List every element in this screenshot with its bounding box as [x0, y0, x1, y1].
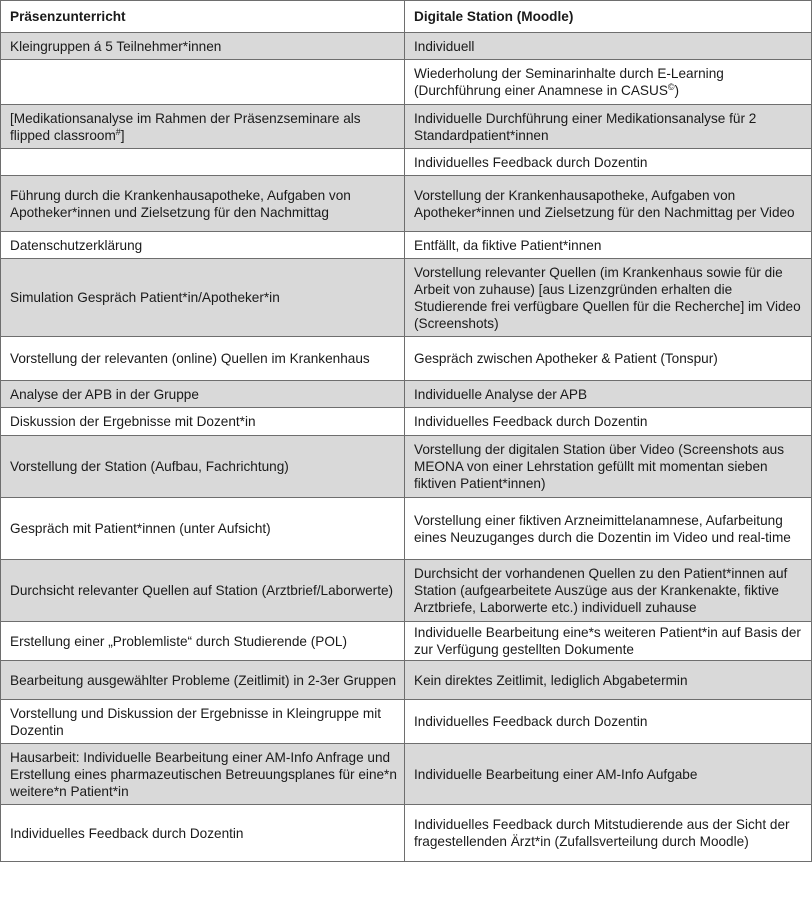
cell-praesenz-text: Bearbeitung ausgewählter Probleme (Zeitlimit) in 2-3er Gruppen — [10, 672, 397, 688]
table-row — [1, 232, 812, 259]
table-header — [1, 1, 812, 33]
cell-praesenz — [1, 661, 405, 700]
cell-praesenz-text: Vorstellung und Diskussion der Ergebnisse in Kleingruppe mit Dozentin — [10, 705, 382, 738]
table-row — [1, 560, 812, 622]
cell-digital-text: Gespräch zwischen Apotheker & Patient (Tonspur) — [414, 351, 718, 366]
cell-praesenz-text: Diskussion der Ergebnisse mit Dozent*in — [10, 414, 256, 429]
cell-digital-text: Individuelle Durchführung einer Medikationsanalyse für 2 Standardpatient*innen — [414, 110, 757, 143]
cell-praesenz-text: Kleingruppen á 5 Teilnehmer*innen — [10, 38, 222, 54]
cell-digital-text: Vorstellung der digitalen Station über Video (Screenshots aus MEONA von einer Lehrstation gefüllt mit momentan sieben fiktiven Patient*innen) — [414, 442, 785, 491]
cell-digital — [405, 498, 812, 560]
cell-praesenz-text: Simulation Gespräch Patient*in/Apotheker*in — [10, 290, 280, 305]
header-digitale-station: Digitale Station (Moodle) — [405, 1, 812, 33]
cell-praesenz-text: Datenschutzerklärung — [10, 237, 143, 253]
table-body — [1, 33, 812, 862]
cell-praesenz — [1, 408, 405, 436]
cell-digital — [405, 560, 812, 622]
table-row — [1, 661, 812, 700]
cell-digital — [405, 337, 812, 381]
cell-digital — [405, 259, 812, 337]
cell-praesenz — [1, 744, 405, 805]
cell-digital — [405, 661, 812, 700]
cell-digital-text: Individuell — [414, 38, 475, 54]
cell-praesenz — [1, 105, 405, 149]
cell-digital-text: Individuelle Bearbeitung eine*s weiteren Patient*in auf Basis der zur Verfügung gestellten Dokumente — [414, 625, 801, 657]
cell-digital-text: Individuelles Feedback durch Dozentin — [414, 414, 648, 429]
cell-digital-text: Individuelles Feedback durch Dozentin — [414, 714, 648, 729]
cell-praesenz — [1, 259, 405, 337]
cell-praesenz — [1, 33, 405, 60]
table-row — [1, 436, 812, 498]
cell-digital-text: Vorstellung der Krankenhausapotheke, Aufgaben von Apotheker*innen und Zielsetzung für den Nachmittag per Video — [414, 187, 795, 220]
table-row — [1, 381, 812, 408]
cell-digital — [405, 700, 812, 744]
header-praesenzunterricht: Präsenzunterricht — [1, 1, 405, 33]
cell-praesenz — [1, 700, 405, 744]
cell-praesenz-text: Analyse der APB in der Gruppe — [10, 386, 199, 402]
header-row — [1, 1, 812, 33]
cell-praesenz-text: Vorstellung der Station (Aufbau, Fachrichtung) — [10, 459, 289, 474]
cell-praesenz — [1, 381, 405, 408]
cell-digital — [405, 176, 812, 232]
cell-praesenz — [1, 622, 405, 661]
cell-praesenz-text: Individuelles Feedback durch Dozentin — [10, 825, 244, 841]
cell-digital — [405, 622, 812, 661]
cell-praesenz-text: Führung durch die Krankenhausapotheke, Aufgaben von Apotheker*innen und Zielsetzung für den Nachmittag — [10, 187, 351, 220]
cell-digital-text: Individuelle Analyse der APB — [414, 386, 588, 402]
table-row — [1, 337, 812, 381]
cell-praesenz-text: [Medikationsanalyse im Rahmen der Präsenzseminare als flipped classroom — [10, 110, 361, 143]
cell-praesenz — [1, 805, 405, 862]
cell-praesenz — [1, 60, 405, 105]
table-row — [1, 408, 812, 436]
cell-digital-superscript: © — [667, 82, 675, 92]
cell-praesenz — [1, 498, 405, 560]
cell-digital-text: Wiederholung der Seminarinhalte durch E-Learning (Durchführung einer Anamnese in CASUS — [414, 66, 724, 98]
cell-digital-suffix: ) — [674, 83, 680, 98]
cell-digital-text: Vorstellung relevanter Quellen (im Krankenhaus sowie für die Arbeit von zuhause) [aus Lizenzgründen erhalten die Studierende frei verfügbare Quellen für die Recherche] im Video (Screenshots) — [414, 264, 801, 331]
cell-praesenz-text: Gespräch mit Patient*innen (unter Aufsicht) — [10, 521, 271, 536]
cell-praesenz — [1, 337, 405, 381]
cell-praesenz-superscript: # — [115, 126, 121, 137]
cell-digital-text: Entfällt, da fiktive Patient*innen — [414, 237, 602, 253]
cell-digital — [405, 232, 812, 259]
cell-praesenz — [1, 560, 405, 622]
cell-digital — [405, 60, 812, 105]
cell-praesenz-suffix: ] — [120, 127, 125, 143]
cell-digital-text: Kein direktes Zeitlimit, lediglich Abgabetermin — [414, 672, 688, 688]
cell-digital-text: Individuelle Bearbeitung einer AM-Info Aufgabe — [414, 766, 698, 782]
cell-digital — [405, 149, 812, 176]
table-row — [1, 105, 812, 149]
cell-digital-text: Durchsicht der vorhandenen Quellen zu den Patient*innen auf Station (aufgearbeitete Auszüge aus der Krankenakte, fiktive Arztbriefe, Laborwerte etc.) individuell zuhause — [414, 566, 788, 615]
table-row — [1, 498, 812, 560]
table-row — [1, 60, 812, 105]
table-row — [1, 259, 812, 337]
cell-digital — [405, 408, 812, 436]
table-row — [1, 700, 812, 744]
cell-praesenz — [1, 232, 405, 259]
cell-praesenz-text: Vorstellung der relevanten (online) Quellen im Krankenhaus — [10, 351, 370, 366]
cell-digital — [405, 805, 812, 862]
cell-digital — [405, 744, 812, 805]
cell-digital — [405, 436, 812, 498]
cell-digital — [405, 33, 812, 60]
table-row — [1, 149, 812, 176]
table-row — [1, 33, 812, 60]
table-row — [1, 176, 812, 232]
cell-praesenz — [1, 176, 405, 232]
table-row — [1, 805, 812, 862]
cell-praesenz — [1, 436, 405, 498]
cell-digital-text: Vorstellung einer fiktiven Arzneimittelanamnese, Aufarbeitung eines Neuzuganges durch die Dozentin im Video und real-time — [414, 512, 791, 545]
cell-praesenz — [1, 149, 405, 176]
table-row — [1, 744, 812, 805]
cell-praesenz-text: Durchsicht relevanter Quellen auf Station (Arztbrief/Laborwerte) — [10, 583, 394, 598]
cell-praesenz-text: Erstellung einer „Problemliste“ durch Studierende (POL) — [10, 633, 347, 649]
cell-digital — [405, 381, 812, 408]
cell-digital-text: Individuelles Feedback durch Mitstudierende aus der Sicht der fragestellenden Ärzt*in (Zufallsverteilung durch Moodle) — [414, 817, 790, 849]
cell-praesenz-text: Hausarbeit: Individuelle Bearbeitung einer AM-Info Anfrage und Erstellung eines pharmazeutischen Betreuungsplanes für eine*n weitere*n Patient*in — [10, 749, 397, 799]
cell-digital — [405, 105, 812, 149]
table-row — [1, 622, 812, 661]
cell-digital-text: Individuelles Feedback durch Dozentin — [414, 154, 648, 170]
